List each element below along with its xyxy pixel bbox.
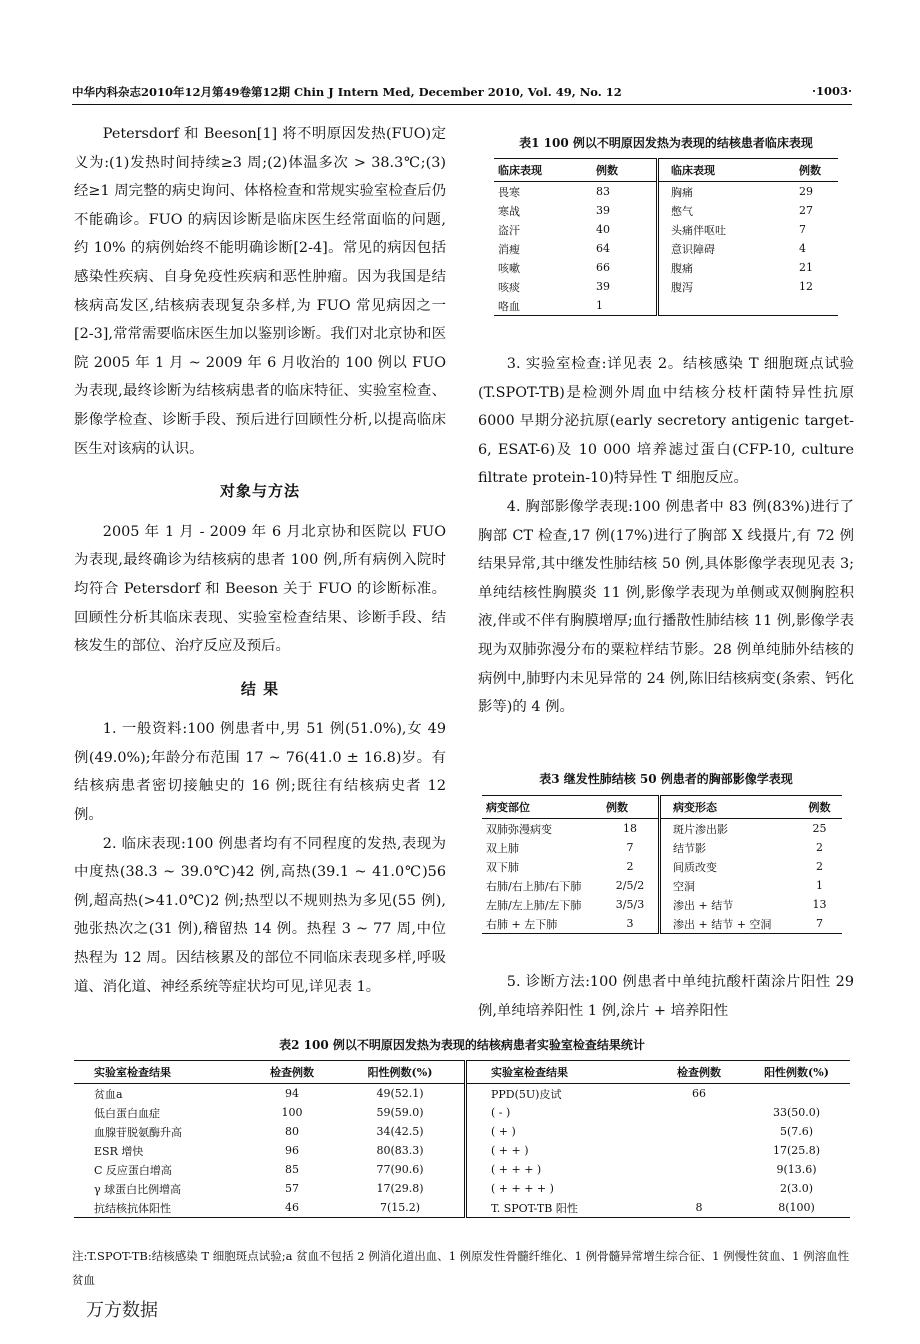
table1-cell: 胸痛 bbox=[671, 185, 693, 199]
table2-cell: 94 bbox=[285, 1087, 299, 1100]
imaging-paragraph: 4. 胸部影像学表现:100 例患者中 83 例(83%)进行了胸部 CT 检查,17 例(17%)进行了胸部 X 线摄片,有 72 例结果异常,其中继发性肺结核 50 例,具体影像学表现见表 3;单纯结核性胸膜炎 11 例,影像学表现为单侧或双侧胸腔积液,伴或不伴有胸膜增厚;血行播散性肺结核 11 例,影像学表现为双肺弥漫分布的粟粒样结节影。28 例单纯肺外结核的病例中,肺野内未见异常的 24 例,陈旧结核病变(条索、钙化影等)的 4 例。 bbox=[478, 498, 854, 716]
table3-cell: 空洞 bbox=[673, 879, 695, 893]
table1-cell: 7 bbox=[799, 223, 806, 236]
table3-cell: 25 bbox=[812, 822, 827, 835]
table2-row bbox=[74, 1160, 850, 1179]
table2-cell: 8(100) bbox=[743, 1198, 850, 1218]
table2-header: 阳性例数(%) bbox=[764, 1066, 829, 1079]
table-footnote: 注:T.SPOT-TB:结核感染 T 细胞斑点试验;a 贫血不包括 2 例消化道出血、1 例原发性骨髓纤维化、1 例骨髓异常增生综合征、1 例慢性贫血、1 例溶血性贫血 bbox=[72, 1249, 850, 1287]
table1-row bbox=[494, 220, 838, 239]
table2-cell bbox=[655, 1160, 743, 1179]
table2-cell: 80 bbox=[285, 1125, 299, 1138]
table2-cell: 8 bbox=[655, 1198, 743, 1218]
table1-cell: 腹泻 bbox=[671, 280, 693, 294]
table2-cell: ( + + + + ) bbox=[491, 1182, 554, 1195]
table1-cell: 1 bbox=[592, 296, 658, 316]
methods-paragraph: 2005 年 1 月 - 2009 年 6 月北京协和医院以 FUO 为表现,最终确诊为结核病的患者 100 例,所有病例入院时均符合 Petersdorf 和 Beeson 关于 FUO 的诊断标准。回顾性分析其临床表现、实验室检查结果、诊断手段、结核发生的部位、治疗反应及预后。 bbox=[74, 523, 446, 655]
table2-row bbox=[74, 1103, 850, 1122]
table1-caption: 表1 100 例以不明原因发热为表现的结核患者临床表现 bbox=[519, 136, 813, 150]
table2-cell: 77(90.6) bbox=[336, 1160, 466, 1179]
table1-cell: 腹痛 bbox=[671, 261, 693, 275]
page-number: ·1003· bbox=[811, 84, 852, 98]
table1-cell: 意识障碍 bbox=[671, 242, 715, 256]
table3-cell: 右肺/右上肺/右下肺 bbox=[486, 879, 582, 893]
table3-header: 例数 bbox=[602, 796, 660, 819]
table2-cell: 2(3.0) bbox=[779, 1182, 814, 1195]
table2-cell: 57 bbox=[285, 1182, 299, 1195]
table2-row bbox=[74, 1122, 850, 1141]
running-header bbox=[72, 84, 852, 102]
table3-cell: 3/5/3 bbox=[602, 895, 660, 914]
table3-cell: 双上肺 bbox=[486, 841, 519, 855]
table2-cell: 66 bbox=[692, 1087, 706, 1100]
table1-header: 例数 bbox=[799, 164, 821, 177]
table2-row bbox=[74, 1179, 850, 1198]
table1-row bbox=[494, 258, 838, 277]
table1-row bbox=[494, 296, 838, 316]
table2-cell: ( - ) bbox=[491, 1106, 511, 1119]
table3-row bbox=[482, 838, 842, 857]
table2-cell: 7(15.2) bbox=[336, 1198, 466, 1218]
table2-cell: 49(52.1) bbox=[336, 1084, 466, 1104]
table3-cell: 13 bbox=[812, 898, 827, 911]
table3-header: 病变部位 bbox=[486, 801, 530, 814]
table2-row bbox=[74, 1084, 850, 1104]
table1-cell: 40 bbox=[592, 220, 658, 239]
table3-row bbox=[482, 819, 842, 839]
table2-header: 实验室检查结果 bbox=[94, 1066, 171, 1079]
table3-header-row bbox=[482, 796, 842, 819]
table1-row bbox=[494, 277, 838, 296]
watermark-footer: 万方数据 bbox=[86, 1300, 158, 1321]
table1-cell: 畏寒 bbox=[498, 185, 520, 199]
table3-cell: 18 bbox=[602, 819, 660, 839]
table3-cell: 3 bbox=[602, 914, 660, 934]
table3-cell: 7 bbox=[797, 914, 842, 934]
table2-cell: C 反应蛋白增高 bbox=[94, 1163, 172, 1177]
table3-row bbox=[482, 857, 842, 876]
table1-header: 例数 bbox=[592, 159, 658, 182]
table2-cell: 17(29.8) bbox=[336, 1179, 466, 1198]
table1-cell: 头痛伴呕吐 bbox=[671, 223, 726, 237]
table1-cell: 4 bbox=[799, 242, 806, 255]
table1-cell: 咯血 bbox=[494, 296, 592, 316]
table2-header: 阳性例数(%) bbox=[336, 1061, 466, 1084]
table1-cell: 咳痰 bbox=[498, 280, 520, 294]
table2-cell: ( + + + ) bbox=[491, 1163, 542, 1176]
table1-cell: 咳嗽 bbox=[498, 261, 520, 275]
table3-cell: 渗出 + 结节 + 空洞 bbox=[660, 914, 798, 934]
table1-cell: 39 bbox=[592, 277, 658, 296]
table1-cell: 27 bbox=[799, 204, 813, 217]
table2-cell bbox=[655, 1122, 743, 1141]
table2-cell: 80(83.3) bbox=[336, 1141, 466, 1160]
table2-cell: 85 bbox=[285, 1163, 299, 1176]
table2-cell: 59(59.0) bbox=[336, 1103, 466, 1122]
table2-row bbox=[74, 1141, 850, 1160]
table3-cell: 结节影 bbox=[673, 841, 706, 855]
table1 bbox=[494, 158, 838, 316]
table2-cell: ESR 增快 bbox=[94, 1144, 144, 1158]
table1-cell: 66 bbox=[592, 258, 658, 277]
table2-cell: 血腺苷脱氨酶升高 bbox=[94, 1125, 182, 1139]
table3-row bbox=[482, 895, 842, 914]
results-heading: 结 果 bbox=[240, 679, 280, 698]
table1-header: 临床表现 bbox=[498, 164, 542, 177]
table3 bbox=[482, 795, 842, 934]
right-column-lower bbox=[478, 968, 854, 1025]
table3-cell: 双下肺 bbox=[486, 860, 519, 874]
table3-cell: 2 bbox=[816, 841, 823, 854]
results-general-paragraph: 1. 一般资料:100 例患者中,男 51 例(51.0%),女 49 例(49.0%);年龄分布范围 17 ~ 76(41.0 ± 16.8)岁。有结核病患者密切接触史的 16 例;既往有结核病史者 12 例。 bbox=[74, 721, 446, 824]
table2-cell: ( + ) bbox=[491, 1125, 516, 1138]
right-column-upper bbox=[478, 350, 854, 722]
table1-cell: 寒战 bbox=[498, 204, 520, 218]
table2-cell bbox=[655, 1179, 743, 1198]
table3-row bbox=[482, 876, 842, 895]
table3-cell: 1 bbox=[816, 879, 823, 892]
table2-cell: 34(42.5) bbox=[336, 1122, 466, 1141]
journal-header: 中华内科杂志2010年12月第49卷第12期 Chin J Intern Med, December 2010, Vol. 49, No. 12 bbox=[72, 85, 622, 99]
table1-row bbox=[494, 239, 838, 258]
table3-cell: 左肺/左上肺/左下肺 bbox=[486, 898, 582, 912]
table2-caption: 表2 100 例以不明原因发热为表现的结核病患者实验室检查结果统计 bbox=[279, 1038, 645, 1052]
table2-cell bbox=[743, 1084, 850, 1104]
results-clinical-paragraph: 2. 临床表现:100 例患者均有不同程度的发热,表现为中度热(38.3 ~ 39.0℃)42 例,高热(39.1 ~ 41.0℃)56 例,超高热(>41.0℃)2 例;热型以不规则热为多见(55 例),弛张热次之(31 例),稽留热 14 例。热程 3 ~ 77 周,中位热程为 12 周。因结核累及的部位不同临床表现多样,呼吸道、消化道、神经系统等症状均可见,详见表 1。 bbox=[74, 835, 446, 995]
table3-cell: 2/5/2 bbox=[602, 876, 660, 895]
table1-cell bbox=[795, 296, 838, 316]
table1-row bbox=[494, 182, 838, 202]
table3-cell: 间质改变 bbox=[673, 860, 717, 874]
intro-paragraph: Petersdorf 和 Beeson[1] 将不明原因发热(FUO)定义为:(1)发热时间持续≥3 周;(2)体温多次 > 38.3℃;(3)经≥1 周完整的病史询问、体格检查和常规实验室检查后仍不能确诊。FUO 的病因诊断是临床医生经常面临的问题,约 10% 的病例始终不能明确诊断[2-4]。常见的病因包括感染性疾病、自身免疫性疾病和恶性肿瘤。因为我国是结核病高发区,结核病表现复杂多样,为 FUO 常见病因之一[2-3],常常需要临床医生加以鉴别诊断。我们对北京协和医院 2005 年 1 月 ~ 2009 年 6 月收治的 100 例以 FUO 为表现,最终诊断为结核病患者的临床特征、实验室检查、影像学检查、诊断手段、预后进行回顾性分析,以提高临床医生对该病的认识。 bbox=[74, 126, 446, 457]
table3-cell: 7 bbox=[602, 838, 660, 857]
methods-heading: 对象与方法 bbox=[219, 482, 300, 501]
table2-cell: 96 bbox=[285, 1144, 299, 1157]
table3-cell: 2 bbox=[816, 860, 823, 873]
table3-cell: 2 bbox=[602, 857, 660, 876]
table2-header: 检查例数 bbox=[270, 1066, 314, 1079]
table3-cell: 渗出 + 结节 bbox=[673, 898, 734, 912]
table2-cell: 5(7.6) bbox=[779, 1125, 814, 1138]
table3-row bbox=[482, 914, 842, 934]
table2-cell: 抗结核抗体阳性 bbox=[74, 1198, 248, 1218]
table3-header: 例数 bbox=[808, 801, 831, 814]
left-column bbox=[74, 120, 446, 1001]
table1-cell: 12 bbox=[799, 280, 813, 293]
table2-cell: 17(25.8) bbox=[772, 1144, 821, 1157]
table1-header-row bbox=[494, 159, 838, 182]
table2-cell: T. SPOT-TB 阳性 bbox=[466, 1198, 656, 1218]
table2-cell: 46 bbox=[248, 1198, 336, 1218]
table1-cell: 盗汗 bbox=[498, 223, 520, 237]
table3-cell: 斑片渗出影 bbox=[673, 822, 728, 836]
table1-cell: 消瘦 bbox=[498, 242, 520, 256]
table2-cell: 贫血a bbox=[94, 1087, 123, 1101]
diagnosis-paragraph: 5. 诊断方法:100 例患者中单纯抗酸杆菌涂片阳性 29 例,单纯培养阳性 1 例,涂片 + 培养阳性 bbox=[478, 974, 854, 1019]
table2-cell bbox=[655, 1103, 743, 1122]
table2-header: 实验室检查结果 bbox=[491, 1066, 568, 1079]
table2-row bbox=[74, 1198, 850, 1218]
table1-cell: 64 bbox=[592, 239, 658, 258]
table1-cell: 39 bbox=[592, 201, 658, 220]
table2-cell: 33(50.0) bbox=[772, 1106, 821, 1119]
header-rule bbox=[72, 104, 852, 105]
table1-cell: 21 bbox=[799, 261, 813, 274]
table1-cell: 29 bbox=[799, 185, 813, 198]
table2-header: 检查例数 bbox=[677, 1066, 721, 1079]
table2 bbox=[74, 1060, 850, 1218]
table1-row bbox=[494, 201, 838, 220]
lab-paragraph: 3. 实验室检查:详见表 2。结核感染 T 细胞斑点试验(T.SPOT-TB)是检测外周血中结核分枝杆菌特异性抗原 6000 早期分泌抗原(early secretory antigenic target-6, ESAT-6)及 10 000 培养滤过蛋白(CFP-10, culture filtrate protein-10)特异性 T 细胞反应。 bbox=[478, 356, 854, 487]
table1-cell bbox=[658, 296, 796, 316]
table3-caption: 表3 继发性肺结核 50 例患者的胸部影像学表现 bbox=[539, 772, 793, 786]
table2-cell: γ 球蛋白比例增高 bbox=[94, 1182, 182, 1196]
table1-cell: 83 bbox=[592, 182, 658, 202]
table2-header-row bbox=[74, 1061, 850, 1084]
table2-cell: PPD(5U)皮试 bbox=[491, 1087, 562, 1101]
table3-cell: 右肺 + 左下肺 bbox=[482, 914, 602, 934]
table2-cell: 低白蛋白血症 bbox=[94, 1106, 160, 1120]
table3-cell: 双肺弥漫病变 bbox=[486, 822, 552, 836]
table2-cell: 100 bbox=[281, 1106, 303, 1119]
table3-header: 病变形态 bbox=[673, 801, 717, 814]
table2-cell: 9(13.6) bbox=[776, 1163, 817, 1176]
table2-cell bbox=[655, 1141, 743, 1160]
table1-header: 临床表现 bbox=[671, 164, 715, 177]
table2-cell: ( + + ) bbox=[491, 1144, 529, 1157]
table1-cell: 憋气 bbox=[671, 204, 693, 218]
